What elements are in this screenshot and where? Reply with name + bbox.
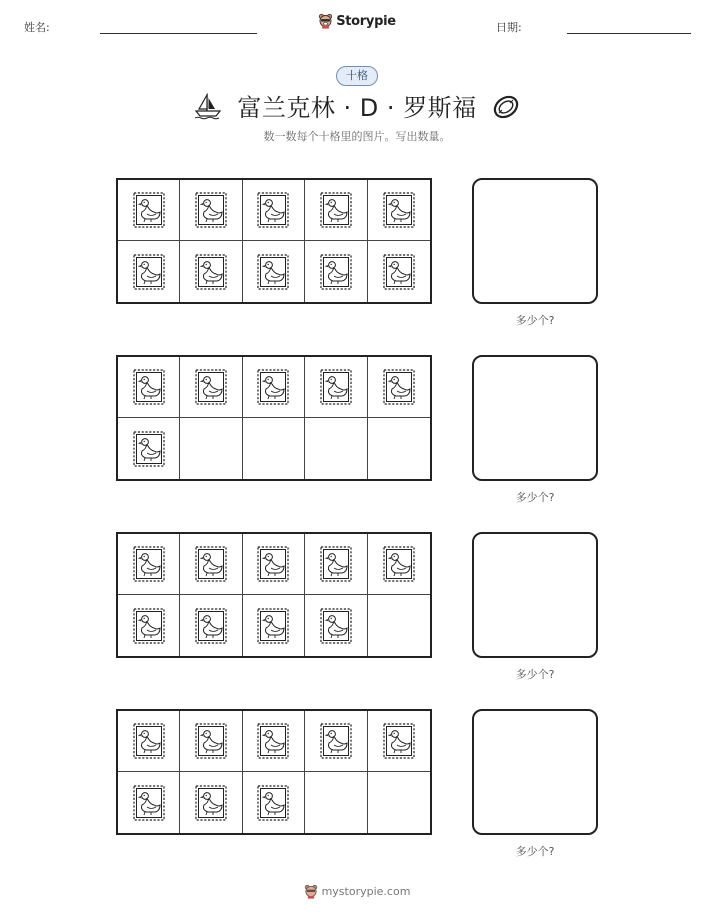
duck-stamp-icon bbox=[255, 544, 291, 584]
ten-frame-cell bbox=[243, 418, 305, 479]
duck-stamp-icon bbox=[193, 252, 229, 292]
ten-frame-cell bbox=[305, 595, 367, 656]
ten-frame-cell bbox=[368, 180, 430, 241]
ten-frame-cell bbox=[118, 180, 180, 241]
duck-stamp-icon bbox=[193, 190, 229, 230]
ten-frame-cell bbox=[368, 241, 430, 302]
ten-frame-cell bbox=[180, 534, 242, 595]
footer-site: mystorypie.com bbox=[321, 885, 411, 898]
ten-frame bbox=[116, 178, 432, 304]
ten-frame-cell bbox=[180, 711, 242, 772]
answer-box[interactable] bbox=[472, 709, 598, 835]
name-label: 姓名: bbox=[24, 21, 50, 34]
duck-stamp-icon bbox=[318, 252, 354, 292]
ten-frame-cell bbox=[305, 180, 367, 241]
ten-frame-cell bbox=[243, 357, 305, 418]
ten-frame-cell bbox=[243, 772, 305, 833]
ten-frame-cell bbox=[305, 241, 367, 302]
duck-stamp-icon bbox=[381, 367, 417, 407]
page-title: 富兰克林 · D · 罗斯福 bbox=[237, 94, 477, 122]
duck-stamp-icon bbox=[255, 190, 291, 230]
ten-frame-cell bbox=[118, 595, 180, 656]
ten-frame-cell bbox=[180, 772, 242, 833]
ten-frame-cell bbox=[305, 418, 367, 479]
duck-stamp-icon bbox=[193, 367, 229, 407]
duck-stamp-icon bbox=[193, 721, 229, 761]
ten-frame-cell bbox=[180, 595, 242, 656]
ten-frame-cell bbox=[368, 418, 430, 479]
answer-box[interactable] bbox=[472, 178, 598, 304]
name-field[interactable] bbox=[100, 33, 257, 34]
ten-frame bbox=[116, 355, 432, 481]
duck-stamp-icon bbox=[193, 544, 229, 584]
ten-frame-cell bbox=[243, 595, 305, 656]
ten-frame-cell bbox=[118, 357, 180, 418]
duck-stamp-icon bbox=[131, 252, 167, 292]
how-many-label: 多少个? bbox=[515, 314, 555, 327]
duck-stamp-icon bbox=[318, 190, 354, 230]
duck-stamp-icon bbox=[255, 721, 291, 761]
instructions: 数一数每个十格里的图片。写出数量。 bbox=[263, 130, 451, 143]
brand-name: Storypie bbox=[336, 13, 396, 29]
ten-frame-cell bbox=[180, 418, 242, 479]
footer bbox=[0, 884, 714, 899]
ten-frame bbox=[116, 532, 432, 658]
duck-stamp-icon bbox=[131, 367, 167, 407]
worksheet-type-badge: 十格 bbox=[336, 66, 378, 86]
how-many-label: 多少个? bbox=[515, 845, 555, 858]
ten-frame-cell bbox=[368, 595, 430, 656]
sailboat-icon bbox=[193, 91, 223, 121]
duck-stamp-icon bbox=[318, 606, 354, 646]
answer-box[interactable] bbox=[472, 355, 598, 481]
ten-frame-cell bbox=[305, 711, 367, 772]
brand-logo bbox=[0, 13, 714, 29]
ten-frame-cell bbox=[368, 772, 430, 833]
duck-stamp-icon bbox=[318, 367, 354, 407]
ten-frame-cell bbox=[118, 772, 180, 833]
ten-frame-cell bbox=[180, 241, 242, 302]
ten-frame-cell bbox=[243, 241, 305, 302]
duck-stamp-icon bbox=[131, 190, 167, 230]
how-many-label: 多少个? bbox=[515, 491, 555, 504]
duck-stamp-icon bbox=[318, 544, 354, 584]
ten-frame-cell bbox=[305, 772, 367, 833]
duck-stamp-icon bbox=[255, 783, 291, 823]
duck-stamp-icon bbox=[131, 783, 167, 823]
duck-stamp-icon bbox=[381, 544, 417, 584]
ten-frame-cell bbox=[368, 534, 430, 595]
duck-stamp-icon bbox=[255, 367, 291, 407]
ten-frame-cell bbox=[180, 357, 242, 418]
duck-stamp-icon bbox=[381, 721, 417, 761]
duck-stamp-icon bbox=[255, 606, 291, 646]
ring-icon bbox=[491, 91, 521, 121]
duck-stamp-icon bbox=[255, 252, 291, 292]
duck-stamp-icon bbox=[381, 252, 417, 292]
bear-mascot-icon bbox=[318, 13, 333, 29]
ten-frame-cell bbox=[118, 534, 180, 595]
duck-stamp-icon bbox=[193, 783, 229, 823]
duck-stamp-icon bbox=[131, 429, 167, 469]
ten-frame-cell bbox=[305, 357, 367, 418]
how-many-label: 多少个? bbox=[515, 668, 555, 681]
duck-stamp-icon bbox=[193, 606, 229, 646]
duck-stamp-icon bbox=[131, 721, 167, 761]
date-label: 日期: bbox=[496, 21, 522, 34]
ten-frame-cell bbox=[118, 241, 180, 302]
ten-frame-cell bbox=[243, 534, 305, 595]
ten-frame-cell bbox=[368, 711, 430, 772]
ten-frame-cell bbox=[368, 357, 430, 418]
ten-frame-cell bbox=[180, 180, 242, 241]
ten-frame bbox=[116, 709, 432, 835]
duck-stamp-icon bbox=[131, 544, 167, 584]
ten-frame-cell bbox=[305, 534, 367, 595]
ten-frame-cell bbox=[243, 711, 305, 772]
date-field[interactable] bbox=[567, 33, 691, 34]
ten-frame-cell bbox=[118, 418, 180, 479]
bear-mascot-icon bbox=[304, 884, 318, 899]
ten-frame-cell bbox=[243, 180, 305, 241]
answer-box[interactable] bbox=[472, 532, 598, 658]
duck-stamp-icon bbox=[318, 721, 354, 761]
ten-frame-cell bbox=[118, 711, 180, 772]
duck-stamp-icon bbox=[131, 606, 167, 646]
duck-stamp-icon bbox=[381, 190, 417, 230]
